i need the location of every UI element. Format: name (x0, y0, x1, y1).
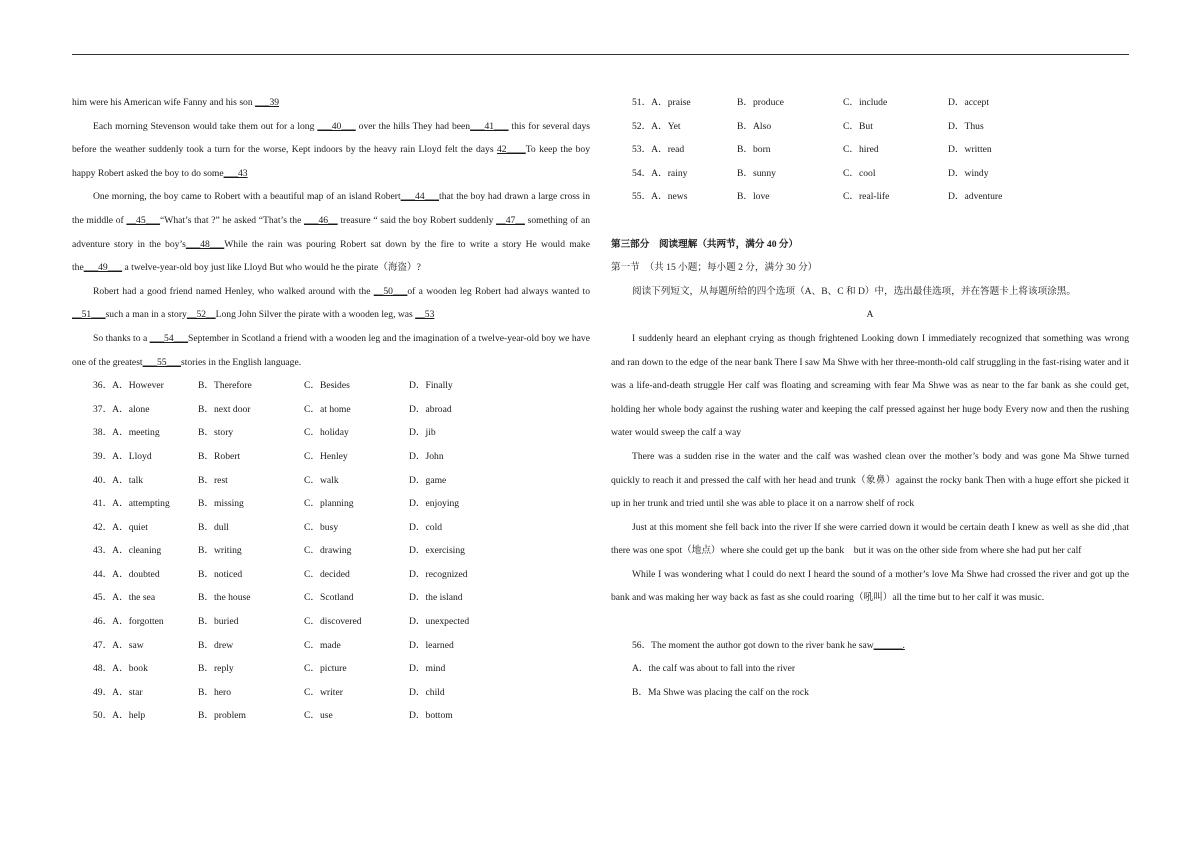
reading-paragraph: I suddenly heard an elephant crying as though frightened Looking down I immediately recognized that something was wrong and ran down to the edge of the near bank There I saw Ma Shwe with her three-month-old calf struggling in the fast-rising water and it was a life-and-death struggle Her calf was floating and screaming with fear Ma Shwe was as near to the far bank as she could get, holding her whole body against the rushing water and keeping the calf pressed against her huge body Every now and then the rushing water would sweep the calf a way (611, 332, 1129, 439)
option-text: 41．A．attempting (93, 498, 170, 510)
option-text: B．hero (198, 686, 232, 698)
paragraph-text: over the hills They had been (355, 120, 471, 132)
option-text: 54．A．rainy (632, 167, 688, 179)
option-text: B．story (198, 427, 234, 439)
question-row (72, 445, 590, 469)
option-text: C．real-life (843, 191, 890, 203)
option-text: C．made (304, 639, 341, 651)
answer-blank: ___48___ (185, 238, 225, 250)
question-56-text: 56．The moment the author got down to the river bank he saw (632, 639, 874, 651)
option-text: 39．A．Lloyd (93, 450, 152, 462)
option-text: D．recognized (409, 568, 468, 580)
question-row (72, 586, 590, 610)
question-56-blank: ______. (873, 639, 905, 651)
option-text: 50．A．help (93, 710, 146, 722)
cloze-paragraph (72, 115, 590, 186)
option-text: B．next door (198, 403, 251, 415)
question-row (72, 681, 590, 705)
question-row (611, 91, 1129, 115)
option-text: B．Therefore (198, 380, 252, 392)
option-text: B．buried (198, 616, 239, 628)
question-row (611, 138, 1129, 162)
answer-blank: ___41___ (470, 120, 509, 132)
option-text: B．dull (198, 521, 229, 533)
option-text: D．Thus (948, 120, 984, 132)
paragraph-text: this for several days before the weather suddenly took a turn for the worse, Kept indoors by the heavy rain Lloyd felt the days (72, 120, 591, 156)
paragraph-text: something of an adventure story in the boy’s (72, 214, 591, 250)
option-text: 55．A．news (632, 191, 688, 203)
option-text: B．love (737, 191, 770, 203)
cloze-paragraph (72, 91, 590, 115)
passage-label: A (866, 309, 874, 321)
question-row (72, 398, 590, 422)
answer-blank: ___55___ (142, 356, 181, 368)
header-rule (72, 54, 1129, 55)
option-text: D．mind (409, 663, 446, 675)
option-text: 48．A．book (93, 663, 148, 675)
question-56-stem (611, 634, 1129, 658)
answer-blank: ___39 (255, 97, 280, 108)
reading-paragraph: There was a sudden rise in the water and the calf was washed clean over the mother’s body and was gone Ma Shwe turned quickly to reach it and pressed the calf with her head and trunk（象鼻）against the rocky bank Then with a huge effort she picked it up in her trunk and tried until she was able to place it on a narrow shelf of rock (611, 450, 1129, 510)
option-text: D．accept (948, 97, 990, 108)
question-row (72, 634, 590, 658)
option-text: C．Henley (304, 450, 348, 462)
answer-option: B．Ma Shwe was placing the calf on the rock (632, 686, 809, 698)
option-text: C．at home (304, 403, 351, 415)
right-column (611, 91, 1129, 704)
option-text: D．exercising (409, 545, 465, 557)
option-text: C．Scotland (304, 592, 354, 604)
option-text: 47．A．saw (93, 639, 144, 651)
cloze-passage (72, 91, 590, 374)
question-56-options (611, 657, 1129, 704)
paragraph-text: that the boy had drawn a large cross in the middle of (72, 191, 590, 226)
paragraph-text: such a man in a story (105, 309, 187, 321)
paragraph-text: of a wooden leg Robert had always wanted to (407, 285, 590, 297)
option-text: 40．A．talk (93, 474, 144, 486)
option-text: B．sunny (737, 167, 776, 179)
option-text: D．learned (409, 639, 454, 651)
answer-blank: __50___ (373, 285, 408, 297)
option-text: C．discovered (304, 616, 362, 628)
paragraph-text: Each morning Stevenson would take them out for a long (93, 120, 318, 132)
option-text: D．John (409, 450, 444, 462)
option-text: C．cool (843, 167, 876, 179)
option-text: D．enjoying (409, 498, 460, 510)
question-row (72, 469, 590, 493)
option-text: B．Also (737, 120, 772, 132)
option-text: D．child (409, 686, 445, 698)
option-text: D．windy (948, 167, 989, 179)
option-text: B．produce (737, 97, 784, 108)
question-row (611, 185, 1129, 209)
answer-blank: ___40___ (317, 120, 356, 132)
question-row (611, 162, 1129, 186)
option-text: 44．A．doubted (93, 568, 160, 580)
cloze-paragraph (72, 327, 590, 374)
cloze-options-list (72, 374, 590, 728)
option-text: B．born (737, 144, 771, 156)
option-text: C．use (304, 710, 333, 722)
paragraph-text: One morning, the boy came to Robert with a beautiful map of an island Robert (93, 191, 401, 203)
question-row (72, 539, 590, 563)
option-text: D．the island (409, 592, 463, 604)
option-text: D．written (948, 144, 992, 156)
cloze-options-list-continued (611, 91, 1129, 209)
reading-instruction: 阅读下列短文，从每题所给的四个选项（A、B、C 和 D）中，选出最佳选项，并在答题卡上将该项涂黑。 (632, 285, 1076, 297)
option-text: C．drawing (304, 545, 352, 557)
option-text: 38．A．meeting (93, 427, 160, 439)
reading-paragraph: Just at this moment she fell back into the river If she were carried down it would be certain death I knew as well as she did ,that there was one spot（地点）where she could get up the bank but it was on the other side from where she had put her calf (611, 521, 1129, 557)
option-text: B．rest (198, 474, 228, 486)
answer-blank: ___49___ (83, 262, 123, 274)
option-text: 52．A．Yet (632, 120, 681, 132)
option-text: C．Besides (304, 380, 350, 392)
paragraph-text: treasure “ said the boy Robert suddenly (337, 214, 497, 226)
option-text: 43．A．cleaning (93, 545, 162, 557)
option-text: C．include (843, 97, 888, 108)
option-text: B．writing (198, 545, 242, 557)
left-column (72, 91, 590, 728)
question-row (72, 492, 590, 516)
paragraph-text: To keep the boy happy Robert asked the boy to do some (72, 144, 590, 179)
paragraph-text: stories in the English language. (180, 356, 302, 368)
option-text: C．hired (843, 144, 879, 156)
question-row (72, 374, 590, 398)
section-title: 第三部分 阅读理解（共两节，满分 40 分） (611, 238, 799, 250)
option-text: C．decided (304, 568, 350, 580)
answer-blank: __45___ (126, 214, 161, 226)
reading-paragraph: While I was wondering what I could do next I heard the sound of a mother’s love Ma Shwe had crossed the river and got up the bank and was making her way back as fast as she could roaring（吼叫）all the time but to her calf it was music. (611, 568, 1129, 604)
option-text: B．noticed (198, 568, 243, 580)
option-text: C．holiday (304, 427, 349, 439)
answer-blank: __51___ (72, 309, 106, 321)
paragraph-text: Robert had a good friend named Henley, who walked around with the (93, 285, 374, 297)
option-text: B．Robert (198, 450, 241, 462)
option-text: C．writer (304, 686, 343, 698)
answer-blank: __53 (415, 309, 435, 321)
option-text: 36．A．However (93, 380, 164, 392)
option-text: B．the house (198, 592, 251, 604)
question-row (72, 704, 590, 728)
option-text: B．missing (198, 498, 244, 510)
paragraph-text: September in Scotland a friend with a wooden leg and the imagination of a twelve-year-old boy we have one of the greatest (72, 332, 590, 368)
answer-blank: 42____ (496, 144, 526, 156)
question-row (72, 563, 590, 587)
paragraph-text: him were his American wife Fanny and his son (72, 97, 256, 108)
option-text: D．game (409, 474, 447, 486)
answer-blank: ___54___ (149, 332, 189, 344)
answer-blank: ___46__ (304, 214, 338, 226)
option-text: C．planning (304, 498, 354, 510)
option-text: D．adventure (948, 191, 1003, 203)
option-text: 45．A．the sea (93, 592, 156, 604)
paragraph-text: “What’s that ?” he asked “That’s the (160, 214, 305, 226)
cloze-paragraph (72, 280, 590, 327)
question-row (72, 657, 590, 681)
answer-option: A．the calf was about to fall into the river (632, 663, 796, 675)
answer-blank: __52__ (186, 309, 216, 321)
option-text: 46．A．forgotten (93, 616, 164, 628)
option-text: D．abroad (409, 403, 452, 415)
answer-blank: __47__ (496, 214, 525, 226)
option-text: C．busy (304, 521, 339, 533)
option-text: D．Finally (409, 380, 453, 392)
paragraph-text: Long John Silver the pirate with a wooden leg, was (215, 309, 416, 321)
question-row (72, 421, 590, 445)
cloze-paragraph (72, 185, 590, 279)
option-text: 53．A．read (632, 144, 685, 156)
question-row (611, 115, 1129, 139)
option-text: B．problem (198, 710, 246, 722)
option-text: B．drew (198, 639, 234, 651)
question-row (72, 610, 590, 634)
option-text: D．bottom (409, 710, 453, 722)
paragraph-text: a twelve-year-old boy just like Lloyd But who would he the pirate（海盗）? (122, 262, 421, 274)
question-row (72, 516, 590, 540)
option-text: 51．A．praise (632, 97, 691, 108)
option-text: C．But (843, 120, 873, 132)
option-text: D．cold (409, 521, 443, 533)
paragraph-text: While the rain was pouring Robert sat down by the fire to write a story He would make the (72, 238, 590, 274)
option-text: 42．A．quiet (93, 521, 148, 533)
option-text: C．walk (304, 474, 339, 486)
option-text: D．jib (409, 427, 436, 439)
option-text: C．picture (304, 663, 347, 675)
subsection-title: 第一节 （共 15 小题；每小题 2 分，满分 30 分） (611, 262, 818, 274)
paragraph-text: So thanks to a (93, 332, 150, 344)
answer-blank: ___44___ (400, 191, 440, 203)
answer-blank: ___43 (223, 167, 248, 179)
reading-passage (611, 327, 1129, 610)
option-text: B．reply (198, 663, 234, 675)
option-text: 49．A．star (93, 686, 143, 698)
option-text: D．unexpected (409, 616, 470, 628)
option-text: 37．A．alone (93, 403, 150, 415)
